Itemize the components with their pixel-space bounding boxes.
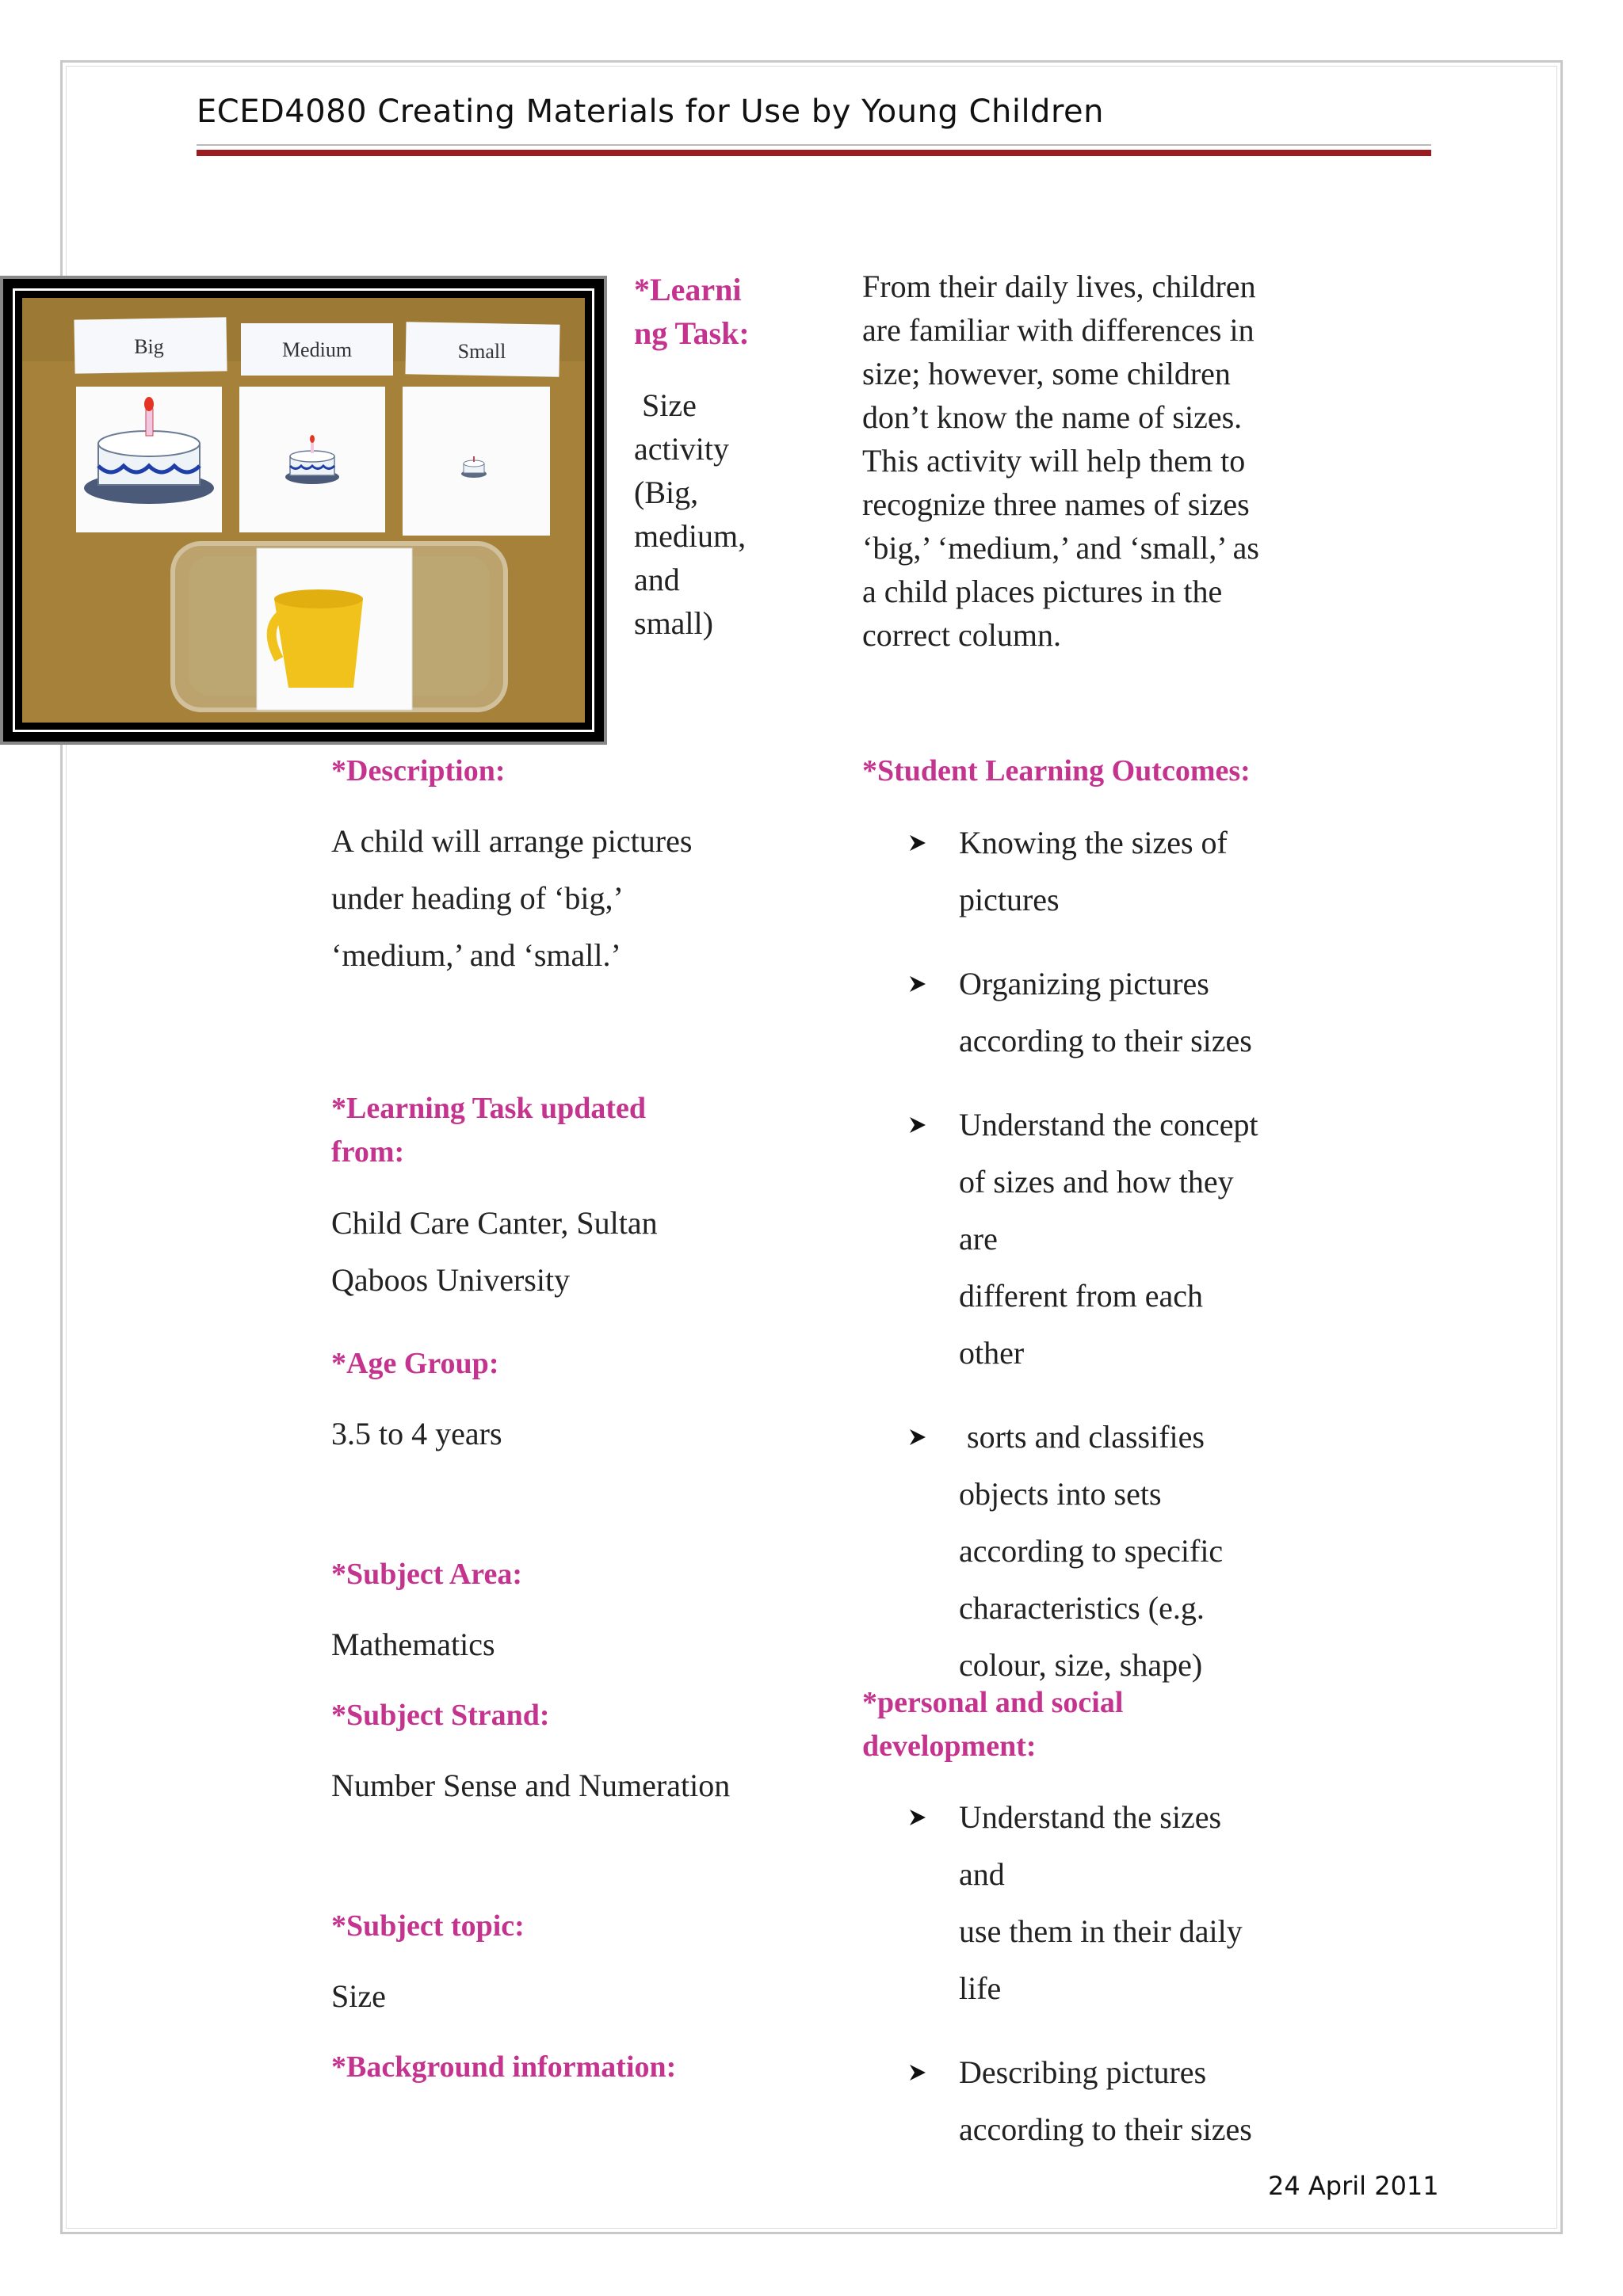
outcome-item bbox=[862, 1409, 1274, 1694]
arrow-bullet-icon bbox=[908, 974, 927, 994]
outcome-line: pictures bbox=[959, 882, 1060, 917]
background-line: correct column. bbox=[862, 617, 1061, 653]
background-information-heading: *Background information: bbox=[331, 2050, 677, 2084]
label-card-small-text: Small bbox=[457, 340, 506, 363]
subject-area-heading: *Subject Area: bbox=[331, 1558, 522, 1591]
description-text bbox=[331, 813, 775, 984]
outcome-line: sorts and classifies bbox=[959, 1419, 1205, 1455]
learning-task-value-line: medium, bbox=[634, 518, 747, 554]
updated-from-line: Qaboos University bbox=[331, 1262, 571, 1298]
label-card-big bbox=[74, 317, 227, 373]
outcome-line: objects into sets bbox=[959, 1476, 1162, 1512]
description-line: A child will arrange pictures bbox=[331, 823, 693, 859]
age-group-heading: *Age Group: bbox=[331, 1347, 499, 1380]
updated-from-text bbox=[331, 1195, 775, 1309]
subject-area-value: Mathematics bbox=[331, 1627, 495, 1662]
background-line: ‘big,’ ‘medium,’ and ‘small,’ as bbox=[862, 530, 1259, 566]
background-line: size; however, some children bbox=[862, 356, 1231, 391]
outcome-line: different from each other bbox=[959, 1278, 1203, 1371]
outcome-line: according to their sizes bbox=[959, 1023, 1252, 1058]
outcome-line: Understand the concept bbox=[959, 1107, 1258, 1142]
learning-task-value-line: small) bbox=[634, 605, 713, 641]
outcome-line: colour, size, shape) bbox=[959, 1647, 1203, 1683]
learning-task-heading bbox=[634, 268, 750, 355]
age-group-value: 3.5 to 4 years bbox=[331, 1416, 502, 1451]
cup-card-image bbox=[257, 548, 412, 710]
updated-from-line: Child Care Canter, Sultan bbox=[331, 1205, 658, 1241]
arrow-bullet-icon bbox=[908, 1808, 927, 1827]
arrow-bullet-icon bbox=[908, 2063, 927, 2082]
subject-topic-heading: *Subject topic: bbox=[331, 1909, 525, 1943]
arrow-bullet-icon bbox=[908, 833, 927, 852]
personal-line: Describing pictures bbox=[959, 2054, 1207, 2090]
subject-topic-value: Size bbox=[331, 1978, 386, 2014]
outcome-item bbox=[862, 955, 1274, 1070]
background-line: From their daily lives, children bbox=[862, 269, 1256, 304]
outcome-line: according to specific bbox=[959, 1533, 1224, 1569]
label-card-big-text: Big bbox=[134, 335, 164, 358]
personal-heading-line-2: development: bbox=[862, 1730, 1037, 1763]
activity-photo-frame bbox=[0, 276, 607, 745]
learning-task-heading-line-1: *Learni bbox=[634, 272, 742, 307]
student-learning-outcomes-heading: *Student Learning Outcomes: bbox=[862, 754, 1251, 788]
outcome-line: of sizes and how they are bbox=[959, 1164, 1234, 1257]
background-information-text bbox=[862, 265, 1306, 657]
personal-heading-line-1: *personal and social bbox=[862, 1686, 1124, 1719]
arrow-bullet-icon bbox=[908, 1428, 927, 1447]
document-header-title: ECED4080 Creating Materials for Use by Young Children bbox=[197, 93, 1104, 130]
background-line: are familiar with differences in bbox=[862, 312, 1254, 348]
header-rule-thin bbox=[197, 144, 1431, 146]
updated-from-heading-line-1: *Learning Task updated bbox=[331, 1092, 647, 1125]
personal-social-development-heading bbox=[862, 1681, 1123, 1768]
description-line: ‘medium,’ and ‘small.’ bbox=[331, 937, 621, 973]
outcome-line: Organizing pictures bbox=[959, 966, 1209, 1001]
personal-social-development-list bbox=[862, 1789, 1274, 2185]
personal-item bbox=[862, 2044, 1274, 2158]
description-line: under heading of ‘big,’ bbox=[331, 880, 624, 916]
outcome-line: characteristics (e.g. bbox=[959, 1590, 1205, 1626]
label-card-medium bbox=[241, 323, 393, 376]
label-card-medium-text: Medium bbox=[281, 338, 353, 361]
background-line: don’t know the name of sizes. bbox=[862, 399, 1243, 435]
outcome-item bbox=[862, 814, 1274, 929]
personal-line: life bbox=[959, 1970, 1002, 2006]
updated-from-heading bbox=[331, 1087, 646, 1174]
personal-item bbox=[862, 1789, 1274, 2017]
subject-strand-value: Number Sense and Numeration bbox=[331, 1768, 731, 1803]
outcome-item bbox=[862, 1097, 1274, 1382]
background-line: a child places pictures in the bbox=[862, 574, 1223, 609]
arrow-bullet-icon bbox=[908, 1116, 927, 1135]
background-line: This activity will help them to bbox=[862, 443, 1246, 479]
outcome-line: Knowing the sizes of bbox=[959, 825, 1228, 860]
subject-strand-heading: *Subject Strand: bbox=[331, 1699, 550, 1732]
personal-line: Understand the sizes and bbox=[959, 1799, 1222, 1892]
background-line: recognize three names of sizes bbox=[862, 486, 1250, 522]
personal-line: use them in their daily bbox=[959, 1913, 1243, 1949]
learning-task-value-line: Size bbox=[634, 387, 697, 423]
activity-photo bbox=[22, 298, 585, 723]
label-card-small bbox=[405, 322, 559, 376]
learning-task-heading-line-2: ng Task: bbox=[634, 315, 750, 351]
learning-task-value-line: and bbox=[634, 562, 680, 597]
learning-task-value bbox=[634, 383, 777, 645]
footer-date: 24 April 2011 bbox=[1268, 2171, 1439, 2201]
learning-task-value-line: (Big, bbox=[634, 475, 699, 510]
updated-from-heading-line-2: from: bbox=[331, 1135, 405, 1169]
description-heading: *Description: bbox=[331, 754, 506, 788]
student-learning-outcomes-list bbox=[862, 814, 1274, 1721]
personal-line: according to their sizes bbox=[959, 2111, 1252, 2147]
learning-task-value-line: activity bbox=[634, 431, 729, 467]
header-rule-thick bbox=[197, 150, 1431, 156]
